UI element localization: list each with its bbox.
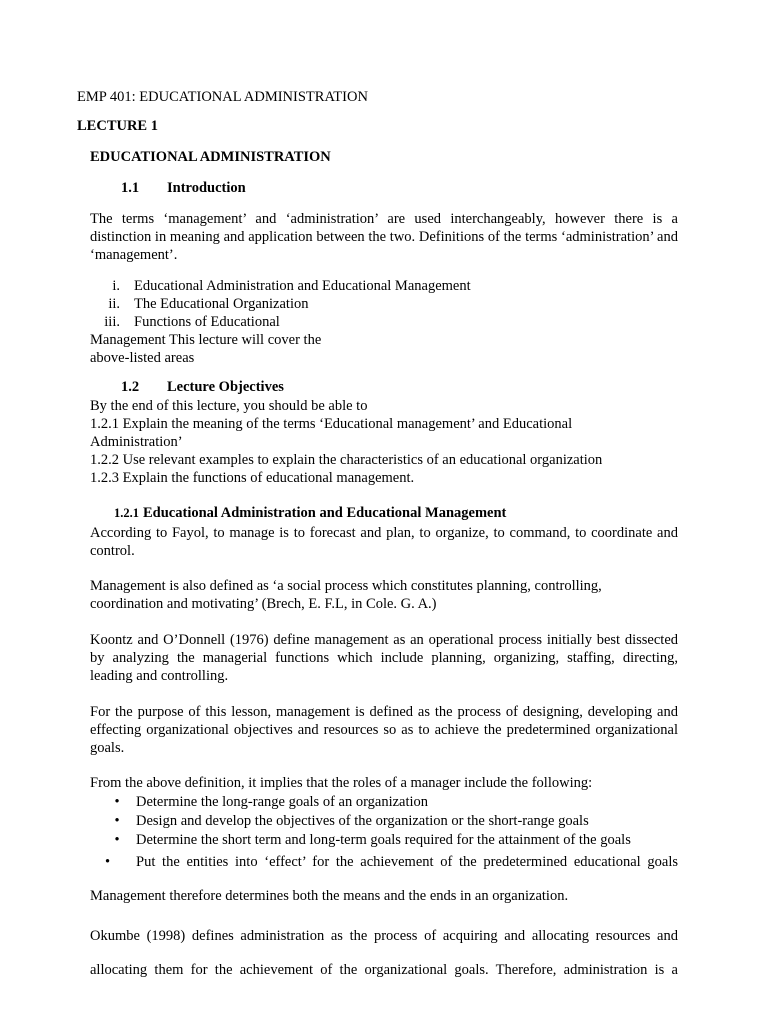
list-item	[105, 793, 678, 812]
list-marker: i.	[112, 278, 120, 294]
intro-paragraph: The terms ‘management’ and ‘administration’ are used interchangeably, however there is a distinction in meaning and application between the two. Definitions of the terms ‘administration’ and ‘management’.	[90, 211, 678, 263]
objective-item: Administration’	[90, 434, 183, 450]
section-title: Introduction	[167, 180, 246, 196]
section-heading-intro	[121, 180, 246, 197]
topic-title: EDUCATIONAL ADMINISTRATION	[90, 149, 331, 165]
section-number: 1.2.1	[114, 506, 139, 520]
list-marker: ii.	[108, 296, 120, 312]
section-number: 1.2	[121, 379, 140, 395]
section-heading-1-2-1	[114, 505, 506, 522]
objectives-lead: By the end of this lecture, you should be able to	[90, 398, 368, 414]
course-title: EMP 401: EDUCATIONAL ADMINISTRATION	[77, 89, 368, 105]
objective-item: 1.2.3 Explain the functions of educational management.	[90, 470, 415, 486]
means-ends-paragraph: Management therefore determines both the means and the ends in an organization.	[90, 888, 569, 904]
roles-list	[105, 793, 678, 872]
list-item-text: Determine the short term and long-term goals required for the attainment of the goals	[136, 832, 631, 848]
list-item-text: Determine the long-range goals of an organization	[136, 794, 429, 810]
section-title: Educational Administration and Educational Management	[143, 505, 507, 521]
section-title: Lecture Objectives	[167, 379, 284, 395]
bullet-icon: •	[114, 794, 120, 810]
okumbe-line-1: Okumbe (1998) defines administration as the process of acquiring and allocating resources and	[90, 928, 678, 944]
coverage-list	[90, 277, 471, 367]
section-heading-objectives	[121, 379, 284, 396]
list-item	[90, 313, 471, 331]
brech-paragraph: Management is also defined as ‘a social process which constitutes planning, controlling, coordination and motivating’ (Brech, E. F.L, in Cole. G. A.)	[90, 578, 602, 612]
list-item	[90, 295, 471, 313]
list-item-text: Design and develop the objectives of the organization or the short-range goals	[136, 813, 589, 829]
list-item-text: Educational Administration and Educational Management	[134, 278, 471, 294]
objective-item: 1.2.2 Use relevant examples to explain the characteristics of an educational organization	[90, 452, 603, 468]
okumbe-line-2: allocating them for the achievement of the organizational goals. Therefore, administration is a	[90, 962, 678, 978]
bullet-icon: •	[114, 813, 120, 829]
purpose-paragraph: For the purpose of this lesson, management is defined as the process of designing, developing and effecting organizational objectives and resources so as to achieve the predetermined organizational goals.	[90, 704, 678, 756]
section-number: 1.1	[121, 180, 140, 196]
list-item	[90, 277, 471, 295]
bullet-icon: •	[105, 854, 111, 870]
list-item	[105, 853, 678, 872]
objective-item: 1.2.1 Explain the meaning of the terms ‘Educational management’ and Educational	[90, 416, 573, 432]
list-item-text: Put the entities into ‘effect’ for the achievement of the predetermined educational goals	[136, 854, 678, 870]
objectives-block	[90, 397, 602, 487]
koontz-paragraph: Koontz and O’Donnell (1976) define management as an operational process initially best dissected by analyzing the managerial functions which include planning, organizing, staffing, directing, leading and controlling.	[90, 632, 678, 684]
list-item-text: Functions of Educational	[134, 314, 280, 330]
coverage-note-line: Management This lecture will cover the	[90, 332, 322, 348]
fayol-paragraph: According to Fayol, to manage is to forecast and plan, to organize, to command, to coordinate and control.	[90, 525, 678, 559]
list-item	[105, 831, 678, 853]
list-marker: iii.	[104, 314, 120, 330]
list-item	[105, 812, 678, 831]
bullet-icon: •	[114, 832, 120, 848]
coverage-note-line: above-listed areas	[90, 350, 195, 366]
lecture-label: LECTURE 1	[77, 118, 158, 134]
list-item-text: The Educational Organization	[134, 296, 309, 312]
roles-lead: From the above definition, it implies that the roles of a manager include the following:	[90, 775, 593, 791]
